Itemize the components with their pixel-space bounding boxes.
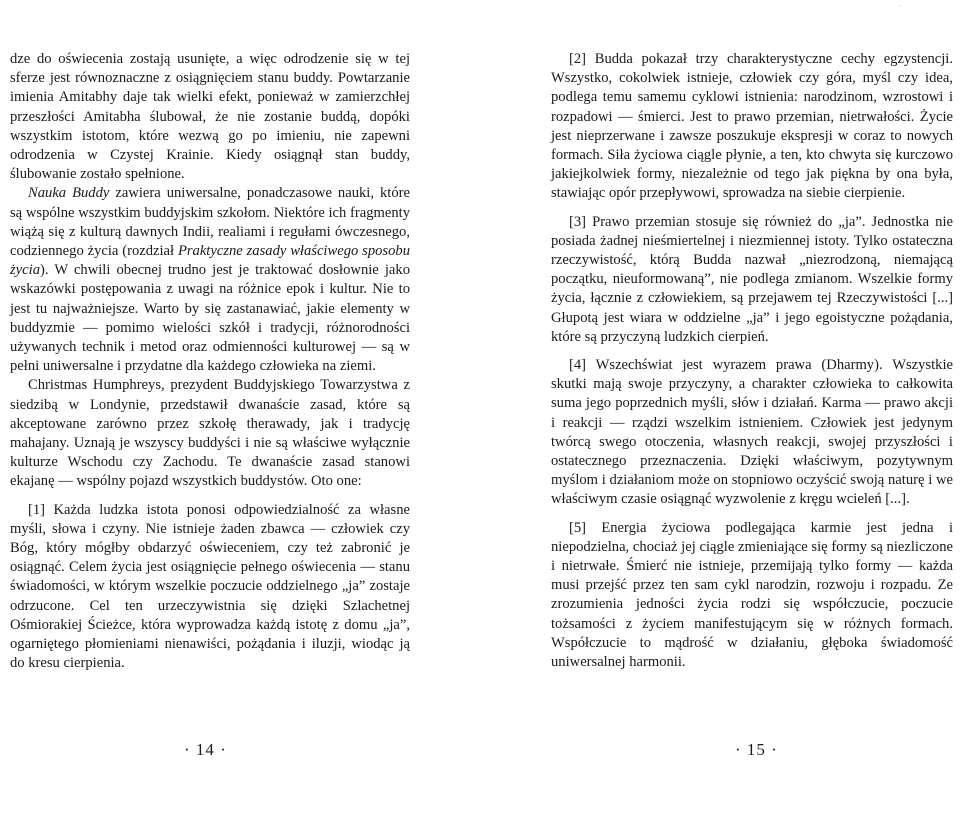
paragraph: Christmas Humphreys, prezydent Buddyjskiego Towarzystwa z siedzibą w Londynie, przedstawił dwanaście zasad, które są akceptowane zarówno przez szkołę therawady, jak i tradycję mahajany. Uznają je wszyscy buddyści i nie są właściwe wyłącznie kulturze Wschodu czy Zachodu. Te dwanaście zasad stanowi ekajanę — wspólny pojazd wszystkich buddystów. Oto one: bbox=[10, 377, 410, 490]
principle-4: [4] Wszechświat jest wyrazem prawa (Dharmy). Wszystkie skutki mają swoje przyczyny, a charakter człowieka to całkowita suma jego poprzednich myśli, słów i działań. Karma — prawo akcji i reakcji — rządzi wszelkim istnieniem. Człowiek jest jedynym twórcą swego otoczenia, własnych reakcji, swojej przyszłości i ostatecznego przeznaczenia. Dzięki właściwym, pozytywnym myślom i działaniom może on stopniowo oczyścić swoją naturę i we właściwym czasie osiągnąć wyzwolenie z kręgu wcieleń [...]. bbox=[551, 357, 953, 508]
principle-1: [1] Każda ludzka istota ponosi odpowiedzialność za własne myśli, słowa i czyny. Nie istnieje żaden zbawca — człowiek czy Bóg, który mógłby obdarzyć oświeceniem, czy też zabronić je osiągnąć. Celem życia jest osiągnięcie pełnego oświecenia — stanu świadomości, w którym wszelkie poczucie oddzielnego „ja” zostaje odrzucone. Cel ten urzeczywistnia się dzięki Szlachetnej Ośmiorakiej Ścieżce, która wyprowadza każdą istotę z domu „ja”, ogarniętego płomieniami nienawiści, pożądania i iluzji, wiodąc ją do kresu cierpienia. bbox=[10, 501, 410, 672]
left-text-column bbox=[10, 50, 410, 674]
paragraph: dze do oświecenia zostają usunięte, a więc odrodzenie się w tej sferze jest równoznaczne z osiągnięciem stanu buddy. Powtarzanie imienia Amitabhy daje tak wielki efekt, ponieważ w zamierzchłej przeszłości Amitabha ślubował, że nie zostanie buddą, dopóki wszystkim istotom, które wezwą go po imieniu, nie zapewni odrodzenia w Czystej Krainie. Kiedy osiągnął stan buddy, ślubowanie zostało spełnione. bbox=[10, 51, 410, 183]
principle-5: [5] Energia życiowa podlegająca karmie jest jedna i niepodzielna, chociaż jej ciągle zmieniające się formy są niezliczone i nietrwałe. Śmierć nie istnieje, przemijają tylko formy — każda musi przejść przez ten sam cykl narodzin, rozwoju i rozpadu. Ze zrozumienia jedności życia rodzi się współczucie, poczucie tożsamości z życiem manifestującym się w różnych formach. Współczucie to mądrość w działaniu, głęboka świadomość uniwersalnej harmonii. bbox=[551, 519, 953, 671]
scan-speck: · bbox=[899, 2, 902, 11]
page-number: · 15 · bbox=[735, 740, 778, 759]
principle-2: [2] Budda pokazał trzy charakterystyczne cechy egzystencji. Wszystko, cokolwiek istnieje, człowiek czy góra, myśl czy idea, podlega temu samemu cyklowi istnienia: narodzinom, wzrostowi i rozpadowi — śmierci. Jest to prawo przemian, nietrwałości. Życie jest nieprzerwane i zawsze poszukuje ekspresji w coraz to nowych formach. Siła życiowa ciągle płynie, a ten, kto chwyta się kurczowo jakiejkolwiek formy, niezależnie od tego jak piękna by ona była, stawiając opór przepływowi, sprowadza na siebie cierpienie. bbox=[551, 51, 953, 202]
right-page bbox=[480, 0, 960, 815]
right-text-column bbox=[551, 50, 953, 672]
page-number: · 14 · bbox=[184, 740, 227, 759]
italic-title: Nauka Buddy bbox=[28, 185, 110, 202]
principle-3: [3] Prawo przemian stosuje się również do „ja”. Jednostka nie posiada żadnej nieśmiertelnej i niezmiennej istoty. Tylko ostateczna rzeczywistość, którą Budda nazwał „niezrodzoną, niemającą początku, nieuformowaną”, nie podlega zmianom. Wszelkie formy życia, łącznie z człowiekiem, są przejawem tej Rzeczywistości [...] Głupotą jest wiara w oddzielne „ja” i jego egoistyczne pożądania, które są przyczyną ludzkich cierpień. bbox=[551, 213, 953, 345]
paragraph-nauka-buddy: Nauka Buddy zawiera uniwersalne, ponadczasowe nauki, które są wspólne wszystkim buddyjskim szkołom. Niektóre ich fragmenty wiążą się z kulturą dawnych Indii, realiami i regułami ówczesnego, codziennego życia (rozdział Praktyczne zasady właściwego sposobu życia). W chwili obecnej trudno jest je traktować dosłownie jako wskazówki postępowania z uwagi na różnice epok i kultur. Nie to jest tu najważniejsze. Warto by się zastanawiać, jakie elementy w buddyzmie — pomimo wielości szkół i tradycji, różnorodności używanych technik i metod oraz odmienności kulturowej — są w pełni uniwersalne i przydatne dla każdego człowieka na ziemi. bbox=[10, 185, 410, 375]
italic-chapter-title: Praktyczne zasady właściwego sposobu życia bbox=[10, 243, 410, 279]
